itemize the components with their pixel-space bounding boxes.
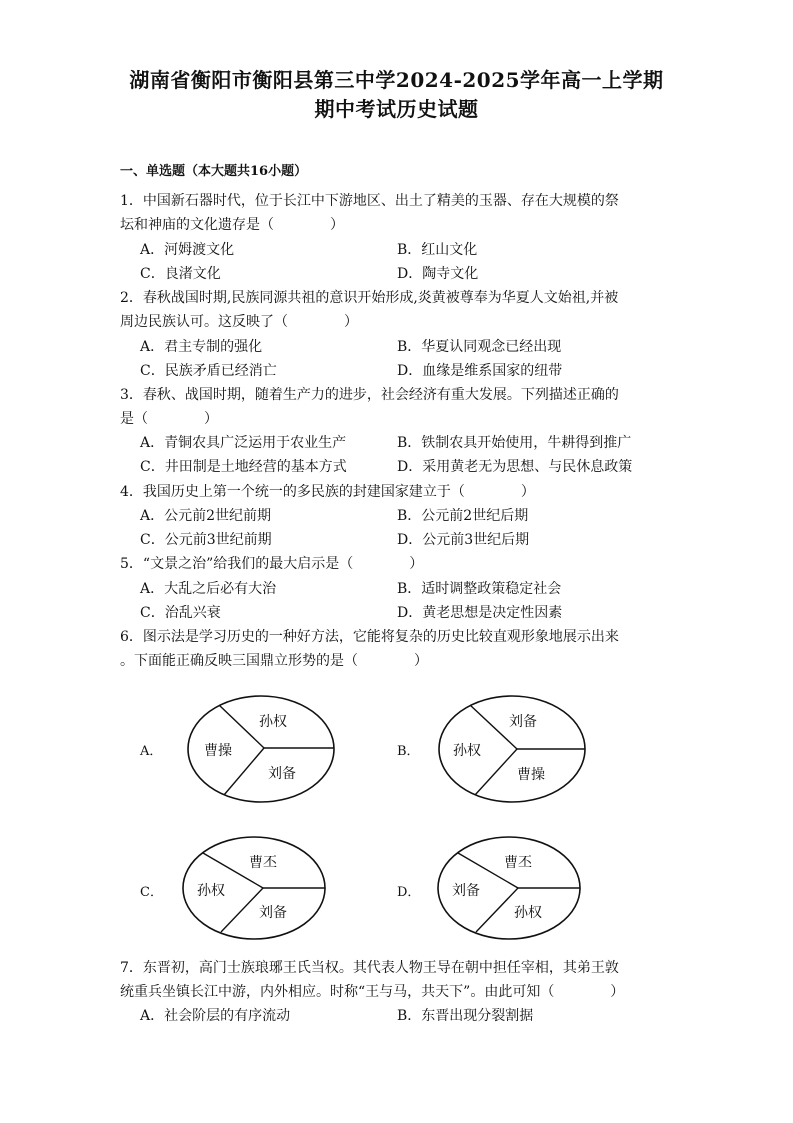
q1-option-d: D．陶寺文化 bbox=[397, 266, 479, 282]
q1-stem-line1: 1．中国新石器时代，位于长江中下游地区、出土了精美的玉器、存在大规模的祭 bbox=[120, 193, 619, 209]
q6-option-d-letter: D． bbox=[397, 885, 421, 900]
diagram-label-bottom: 孙权 bbox=[514, 905, 542, 921]
exam-title-line2: 期中考试历史试题 bbox=[314, 97, 479, 121]
q2-option-a: A．君主专制的强化 bbox=[140, 339, 263, 355]
q6-stem-line2: 。下面能正确反映三国鼎立形势的是（ ） bbox=[120, 653, 428, 669]
diagram-label-top: 曹丕 bbox=[504, 855, 532, 871]
diagram-divider bbox=[475, 749, 517, 795]
q1-option-a: A．河姆渡文化 bbox=[140, 242, 235, 258]
q4-option-a: A．公元前2世纪前期 bbox=[140, 508, 272, 524]
q7-option-a: A．社会阶层的有序流动 bbox=[140, 1008, 291, 1024]
q7-stem-line2: 统重兵坐镇长江中游，内外相应。时称“王与马，共天下”。由此可知（ ） bbox=[120, 984, 625, 1000]
q2-stem-line1: 2．春秋战国时期,民族同源共祖的意识开始形成,炎黄被尊奉为华夏人文始祖,并被 bbox=[120, 290, 619, 306]
diagram-divider bbox=[221, 888, 263, 932]
q3-option-b: B．铁制农具开始使用，牛耕得到推广 bbox=[397, 435, 632, 451]
q3-option-a: A．青铜农具广泛运用于农业生产 bbox=[140, 435, 347, 451]
q6-option-b-diagram bbox=[437, 694, 587, 804]
q4-option-c: C．公元前3世纪前期 bbox=[140, 532, 272, 548]
q5-option-c: C．治乱兴衰 bbox=[140, 605, 221, 621]
diagram-label-bottom: 刘备 bbox=[268, 766, 296, 782]
q6-option-b-letter: B． bbox=[397, 744, 420, 759]
exam-title-line1: 湖南省衡阳市衡阳县第三中学2024-2025学年高一上学期 bbox=[129, 68, 664, 92]
q5-stem: 5．“文景之治”给我们的最大启示是（ ） bbox=[120, 556, 424, 572]
q5-option-b: B．适时调整政策稳定社会 bbox=[397, 581, 562, 597]
diagram-label-top: 曹丕 bbox=[249, 855, 277, 871]
diagram-label-left: 曹操 bbox=[204, 743, 232, 759]
q6-option-c-letter: C． bbox=[140, 885, 163, 900]
q2-option-c: C．民族矛盾已经消亡 bbox=[140, 363, 277, 379]
q7-option-b: B．东晋出现分裂割据 bbox=[397, 1008, 534, 1024]
diagram-label-bottom: 曹操 bbox=[517, 767, 545, 783]
q6-option-d-diagram bbox=[436, 835, 582, 941]
q6-stem-line1: 6．图示法是学习历史的一种好方法，它能将复杂的历史比较直观形象地展示出来 bbox=[120, 629, 619, 645]
section-heading: 一、单选题（本大题共16小题） bbox=[120, 164, 308, 179]
diagram-label-top: 孙权 bbox=[259, 714, 287, 730]
q3-option-c: C．井田制是土地经营的基本方式 bbox=[140, 459, 347, 475]
q5-option-d: D．黄老思想是决定性因素 bbox=[397, 605, 563, 621]
diagram-label-bottom: 刘备 bbox=[259, 905, 287, 921]
diagram-divider bbox=[219, 705, 264, 748]
q4-option-b: B．公元前2世纪后期 bbox=[397, 508, 529, 524]
diagram-divider bbox=[476, 888, 518, 932]
q4-stem: 4．我国历史上第一个统一的多民族的封建国家建立于（ ） bbox=[120, 484, 535, 500]
diagram-label-left: 刘备 bbox=[452, 883, 480, 899]
diagram-label-left: 孙权 bbox=[197, 883, 225, 899]
q3-option-d: D．采用黄老无为思想、与民休息政策 bbox=[397, 459, 633, 475]
q7-stem-line1: 7．东晋初，高门士族琅琊王氏当权。其代表人物王导在朝中担任宰相，其弟王敦 bbox=[120, 960, 619, 976]
q4-option-d: D．公元前3世纪后期 bbox=[397, 532, 530, 548]
q3-stem-line1: 3．春秋、战国时期，随着生产力的进步，社会经济有重大发展。下列描述正确的 bbox=[120, 387, 619, 403]
q2-option-d: D．血缘是维系国家的纽带 bbox=[397, 363, 563, 379]
diagram-label-top: 刘备 bbox=[509, 714, 537, 730]
q6-option-a-letter: A． bbox=[140, 744, 163, 759]
diagram-label-left: 孙权 bbox=[453, 743, 481, 759]
q5-option-a: A．大乱之后必有大治 bbox=[140, 581, 277, 597]
q1-stem-line2: 坛和神庙的文化遗存是（ ） bbox=[120, 217, 344, 233]
q1-option-c: C．良渚文化 bbox=[140, 266, 221, 282]
q2-option-b: B．华夏认同观念已经出现 bbox=[397, 339, 562, 355]
q1-option-b: B．红山文化 bbox=[397, 242, 478, 258]
q2-stem-line2: 周边民族认可。这反映了（ ） bbox=[120, 314, 358, 330]
q6-option-a-diagram bbox=[186, 694, 336, 804]
q6-option-c-diagram bbox=[181, 835, 327, 941]
q3-stem-line2: 是（ ） bbox=[120, 411, 218, 427]
